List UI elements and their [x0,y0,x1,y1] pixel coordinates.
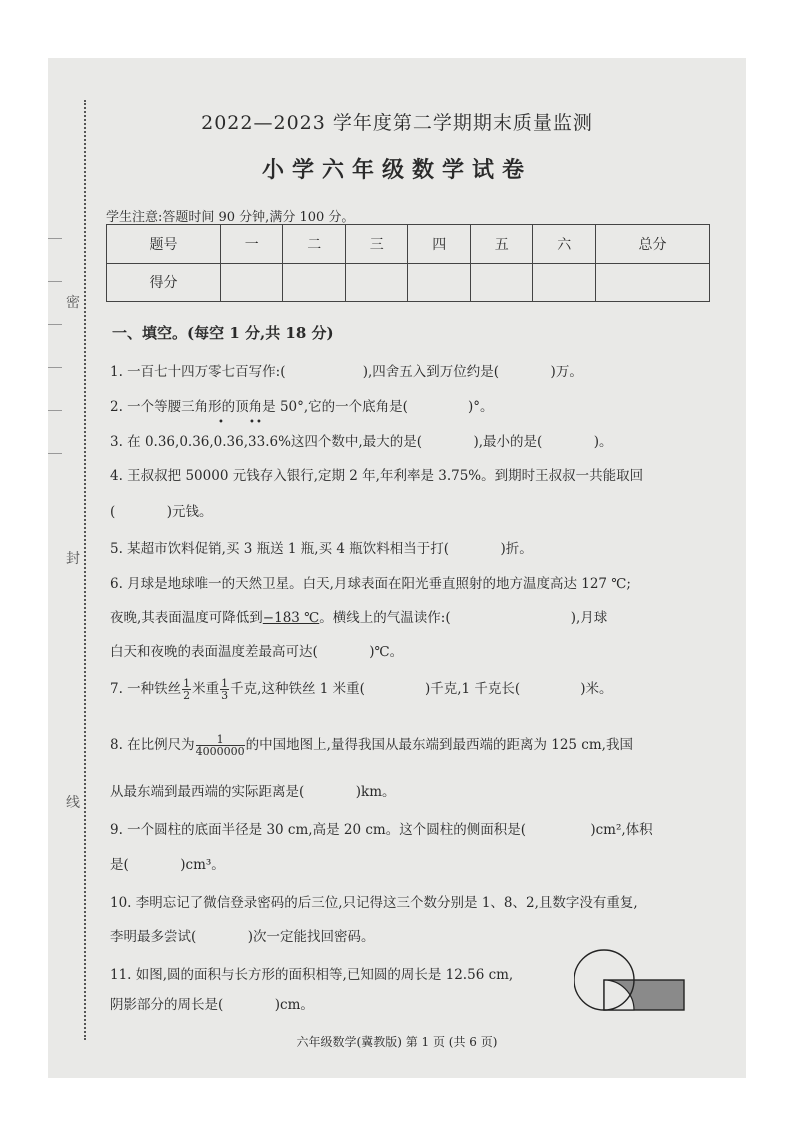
score-cell: 二 [283,225,346,264]
q6-underlined-temperature: −183 ℃ [262,610,320,626]
score-cell: 五 [470,225,533,264]
question-9-line1: 9. 一个圆柱的底面半径是 30 cm,高是 20 cm。这个圆柱的侧面积是( )cm²,体积 [110,822,653,838]
score-input-cell[interactable] [595,263,709,302]
margin-char-feng: 封 [66,551,80,567]
question-6-line1: 6. 月球是地球唯一的天然卫星。白天,月球表面在阳光垂直照射的地方温度高达 127 ℃; [110,576,631,592]
fraction-denominator: 2 [183,689,191,702]
score-table [106,224,710,302]
question-4-line2: ( )元钱。 [110,504,213,520]
score-input-cell[interactable] [345,263,408,302]
question-10-line1: 10. 李明忘记了微信登录密码的后三位,只记得这三个数分别是 1、8、2,且数字没有重复, [110,895,638,911]
question-3: 3. 在 0.36,0.36,0.36,33.6%这四个数中,最大的是( ),最小的是( )。 [110,434,613,450]
student-notice: 学生注意:答题时间 90 分钟,满分 100 分。 [106,210,355,225]
question-6-line3: 白天和夜晚的表面温度差最高可达( )℃。 [110,644,404,660]
question-6-line2 [110,606,607,626]
score-table-score-row [107,263,710,302]
question-7 [110,677,613,701]
score-cell: 四 [408,225,471,264]
fraction-scale [196,734,245,757]
score-cell: 六 [533,225,596,264]
question-2: 2. 一个等腰三角形的顶角是 50°,它的一个底角是( )°。 [110,399,494,415]
q8-text: 8. 在比例尺为 [110,737,195,753]
margin-char-mi: 密 [66,295,80,311]
score-input-cell[interactable] [283,263,346,302]
page-footer: 六年级数学(冀教版) 第 1 页 (共 6 页) [296,1035,498,1049]
q6-text: 。横线上的气温读作:( ),月球 [319,610,608,626]
score-input-cell[interactable] [408,263,471,302]
question-5: 5. 某超市饮料促销,买 3 瓶送 1 瓶,买 4 瓶饮料相当于打( )折。 [110,541,533,557]
question-11-line2: 阴影部分的周长是( )cm。 [110,997,314,1013]
fraction-numerator: 1 [221,677,229,690]
q8-text: 的中国地图上,量得我国从最东端到最西端的距离为 125 cm,我国 [245,737,633,753]
score-input-cell[interactable] [533,263,596,302]
binding-dotted-line [84,100,86,1040]
repeating-decimal-dot: • [249,417,255,428]
q6-text: 夜晚,其表面温度可降低到 [110,610,263,626]
score-cell: 一 [220,225,283,264]
fraction-numerator: 1 [196,734,245,746]
score-cell: 总分 [595,225,709,264]
question-8-line1 [110,733,633,757]
question-9-line2: 是( )cm³。 [110,857,225,873]
q7-text: 7. 一种铁丝 [110,681,182,697]
left-edge-boxes [48,238,62,454]
fraction-denominator: 4000000 [195,745,245,758]
exam-title-line2: 小学六年级数学试卷 [261,157,532,183]
repeating-decimal-dot: • [256,417,262,428]
fraction-denominator: 3 [221,689,229,702]
score-table-header-row [107,225,710,264]
repeating-decimal-dot: • [218,417,224,428]
score-cell: 三 [345,225,408,264]
question-1: 1. 一百七十四万零七百写作:( ),四舍五入到万位约是( )万。 [110,364,583,380]
fraction-one-half [182,678,191,701]
section1-title: 一、填空。(每空 1 分,共 18 分) [112,324,334,342]
exam-title-line1: 2022—2023 学年度第二学期期末质量监测 [201,112,593,134]
score-input-cell[interactable] [470,263,533,302]
fraction-numerator: 1 [183,677,191,690]
q7-text: 米重 [192,681,220,697]
score-input-cell[interactable] [220,263,283,302]
score-cell: 得分 [107,263,221,302]
q7-text: 千克,这种铁丝 1 米重( )千克,1 千克长( )米。 [230,681,613,697]
question-11-line1: 11. 如图,圆的面积与长方形的面积相等,已知圆的周长是 12.56 cm, [110,967,514,983]
score-cell: 题号 [107,225,221,264]
fraction-one-third [220,678,229,701]
question-4-line1: 4. 王叔叔把 50000 元钱存入银行,定期 2 年,年利率是 3.75%。到期时王叔叔一共能取回 [110,468,644,484]
margin-char-xian: 线 [66,795,80,811]
question-10-line2: 李明最多尝试( )次一定能找回密码。 [110,929,375,945]
question-8-line2: 从最东端到最西端的实际距离是( )km。 [110,784,396,800]
circle-rectangle-figure [574,948,689,1016]
